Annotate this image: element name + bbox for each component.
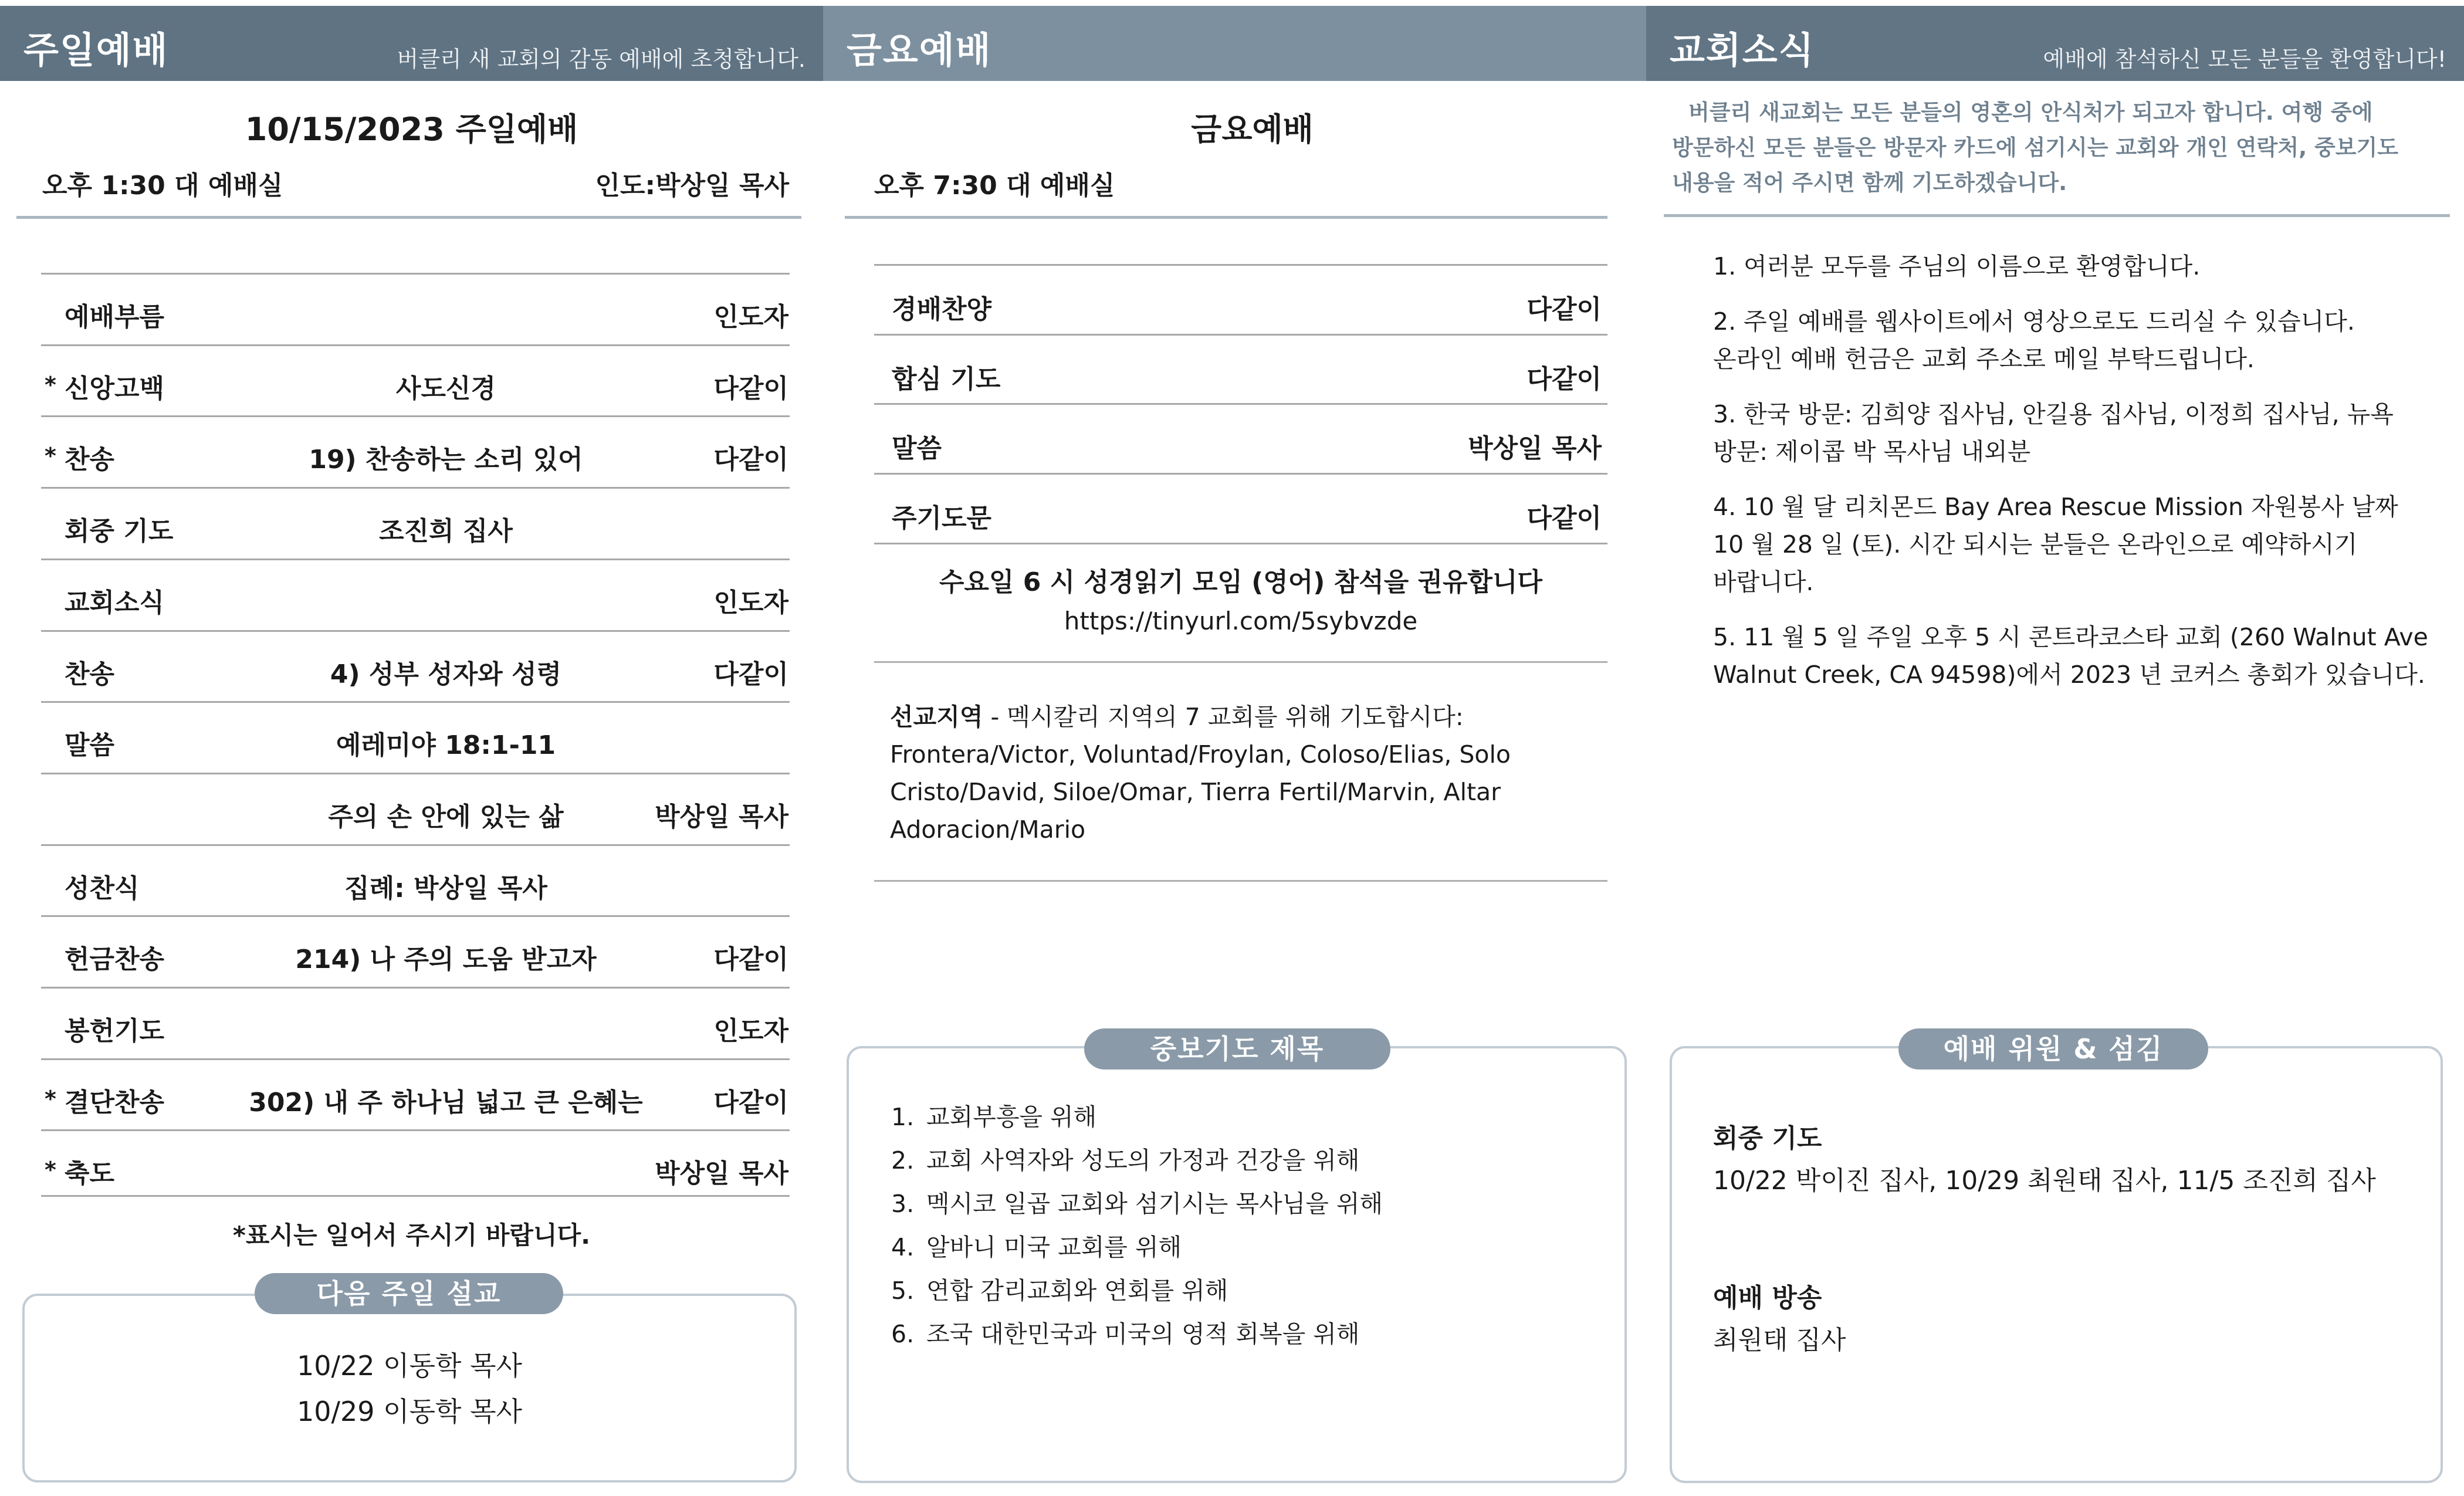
- order-item-name: 회중 기도: [65, 516, 174, 547]
- order-item-leader: 다같이: [713, 659, 788, 689]
- prayer-topic-text: 알바니 미국 교회를 위해: [926, 1233, 1182, 1261]
- order-item-name: 찬송: [65, 445, 115, 475]
- order-item-name: 교회소식: [65, 587, 165, 618]
- order-item-leader: 인도자: [713, 587, 788, 618]
- news-header: [1646, 6, 2464, 81]
- order-item-detail: 4) 성부 성자와 성령: [330, 659, 562, 689]
- prayer-topic-number: 3.: [891, 1190, 915, 1218]
- order-item-name: 말씀: [65, 730, 115, 761]
- worship-staff-box: [1670, 1046, 2443, 1483]
- order-star-mark: *: [45, 1085, 56, 1112]
- prayer-topic-text: 교회 사역자와 성도의 가정과 건강을 위해: [926, 1146, 1360, 1175]
- prayer-topic-text: 멕시코 일곱 교회와 섬기시는 목사님을 위해: [926, 1190, 1383, 1218]
- order-item-name: 신앙고백: [65, 373, 165, 404]
- order-item-leader: 다같이: [713, 1087, 788, 1118]
- congregation-prayer-value: 10/22 박이진 집사, 10/29 최원태 집사, 11/5 조진희 집사: [1713, 1166, 2376, 1196]
- prayer-topic-number: 4.: [891, 1233, 915, 1261]
- order-item-name: 합심 기도: [892, 364, 1001, 394]
- order-star-mark: *: [45, 371, 56, 398]
- sunday-leader: 인도:박상일 목사: [595, 171, 789, 201]
- broadcast-label: 예배 방송: [1713, 1283, 1822, 1313]
- prayer-topics-list: [891, 1095, 1383, 1356]
- order-star-mark: *: [45, 1157, 56, 1183]
- friday-order-row: [874, 334, 1607, 405]
- order-item-detail: 집례: 박상일 목사: [344, 873, 547, 903]
- order-item-detail: 302) 내 주 하나님 넓고 큰 은혜는: [249, 1087, 643, 1118]
- order-item-detail: 예레미야 18:1-11: [336, 730, 556, 761]
- order-item-name: 경배찬양: [892, 295, 992, 324]
- news-item-3: 3. 한국 방문: 김희양 집사님, 안길용 집사님, 이정희 집사님, 뉴욕 방문: 제이콥 박 목사님 내외분: [1713, 400, 2394, 466]
- order-item-name: 축도: [65, 1159, 115, 1189]
- friday-time-location: 오후 7:30 대 예배실: [874, 171, 1115, 201]
- order-item-leader: 다같이: [1527, 295, 1602, 324]
- friday-order-bottom-rule: [874, 543, 1607, 544]
- friday-header-title: 금요예배: [847, 29, 992, 72]
- order-item-detail: 19) 찬송하는 소리 있어: [309, 445, 583, 475]
- prayer-topic-number: 1.: [891, 1103, 915, 1131]
- welcome-intro: [1672, 95, 2446, 201]
- news-item-5: 5. 11 월 5 일 주일 오후 5 시 콘트라코스타 교회 (260 Walnut Ave Walnut Creek, CA 94598)에서 2023 년 코커스 총회가 있습니다.: [1713, 623, 2428, 689]
- order-item-leader: 박상일 목사: [655, 801, 788, 832]
- order-item-leader: 다같이: [713, 373, 788, 404]
- order-item-name: 봉헌기도: [65, 1016, 165, 1046]
- order-item-detail: 사도신경: [395, 373, 496, 404]
- friday-mission-divider: [874, 661, 1607, 663]
- order-item-name: 결단찬송: [65, 1087, 165, 1118]
- order-item-leader: 인도자: [713, 302, 788, 332]
- prayer-topic-text: 연합 감리교회와 연회를 위해: [926, 1277, 1228, 1305]
- order-item-name: 헌금찬송: [65, 945, 165, 975]
- news-item-2: 2. 주일 예배를 웹사이트에서 영상으로도 드리실 수 있습니다. 온라인 예배 헌금은 교회 주소로 메일 부탁드립니다.: [1713, 307, 2355, 373]
- friday-mission-bottom-rule: [874, 880, 1607, 882]
- order-item-leader: 다같이: [1527, 503, 1602, 534]
- order-item-name: 말씀: [892, 434, 942, 464]
- order-item-detail: 214) 나 주의 도움 받고자: [295, 945, 597, 975]
- prayer-topic-item: [891, 1312, 1383, 1356]
- news-item-1: 1. 여러분 모두를 주님의 이름으로 환영합니다.: [1713, 252, 2201, 280]
- friday-header-divider: [845, 216, 1607, 219]
- sunday-time-location: 오후 1:30 대 예배실: [42, 171, 283, 201]
- standing-note: *표시는 일어서 주시기 바랍니다.: [232, 1221, 591, 1250]
- order-item-detail: 조진희 집사: [379, 516, 513, 547]
- order-item-name: 예배부름: [65, 302, 165, 332]
- welcome-intro-line: 내용을 적어 주시면 함께 기도하겠습니다.: [1672, 170, 2067, 195]
- friday-order-row: [874, 264, 1607, 336]
- news-items: [1713, 248, 2452, 711]
- next-sermon-title: 다음 주일 설교: [255, 1273, 563, 1314]
- prayer-topic-item: [891, 1269, 1383, 1312]
- friday-header: [823, 6, 1646, 81]
- bible-reading-link[interactable]: https://tinyurl.com/5sybvzde: [1064, 607, 1418, 635]
- sunday-header-title: 주일예배: [23, 29, 169, 72]
- prayer-topic-number: 2.: [891, 1146, 915, 1175]
- order-item-leader: 다같이: [713, 445, 788, 475]
- bible-reading-notice: 수요일 6 시 성경읽기 모임 (영어) 참석을 권유합니다: [939, 567, 1543, 597]
- prayer-topic-item: [891, 1182, 1383, 1226]
- prayer-topics-title: 중보기도 제목: [1084, 1028, 1390, 1069]
- mission-label: 선교지역: [890, 703, 983, 731]
- order-item-leader: 박상일 목사: [1468, 434, 1602, 464]
- broadcast-value: 최원태 집사: [1713, 1325, 1846, 1355]
- order-item-name: 주기도문: [892, 503, 992, 534]
- sunday-service-title: 10/15/2023 주일예배: [245, 111, 578, 148]
- order-item-leader: 인도자: [713, 1016, 788, 1046]
- prayer-topic-text: 조국 대한민국과 미국의 영적 회복을 위해: [926, 1320, 1360, 1348]
- news-header-divider: [1664, 214, 2450, 217]
- welcome-intro-line: 방문하신 모든 분들은 방문자 카드에 섬기시는 교회와 개인 연락처, 중보기도: [1672, 135, 2398, 160]
- friday-order-row: [874, 473, 1607, 544]
- mission-region: [890, 698, 1612, 848]
- news-header-title: 교회소식: [1670, 29, 1815, 72]
- order-star-mark: *: [45, 443, 56, 469]
- order-item-leader: 다같이: [713, 945, 788, 975]
- order-item-name: 찬송: [65, 659, 115, 689]
- prayer-topic-item: [891, 1095, 1383, 1139]
- friday-order-row: [874, 403, 1607, 475]
- prayer-topic-item: [891, 1139, 1383, 1182]
- next-sermon-item: 10/22 이동학 목사: [297, 1350, 522, 1382]
- congregation-prayer-label: 회중 기도: [1713, 1123, 1822, 1153]
- mission-churches-line: Adoracion/Mario: [890, 815, 1086, 844]
- prayer-topic-number: 6.: [891, 1320, 915, 1348]
- sunday-header-subtitle: 버클리 새 교회의 감동 예배에 초청합니다.: [397, 46, 805, 72]
- mission-churches-line: Frontera/Victor, Voluntad/Froylan, Coloso/Elias, Solo: [890, 740, 1511, 769]
- news-column: [1646, 6, 2464, 1496]
- mission-churches-line: Cristo/David, Siloe/Omar, Tierra Fertil/Marvin, Altar: [890, 778, 1501, 806]
- worship-staff-title: 예배 위원 & 섬김: [1898, 1028, 2208, 1069]
- news-item-4: 4. 10 월 달 리치몬드 Bay Area Rescue Mission 자원봉사 날짜 10 월 28 일 (토). 시간 되시는 분들은 온라인으로 예약하시기 바랍니다.: [1713, 493, 2398, 596]
- order-item-leader: 박상일 목사: [655, 1159, 788, 1189]
- prayer-topics-box: [847, 1046, 1627, 1483]
- friday-service-title: 금요예배: [1191, 111, 1314, 148]
- news-header-subtitle: 예배에 참석하신 모든 분들을 환영합니다!: [2043, 46, 2446, 72]
- prayer-topic-text: 교회부흥을 위해: [926, 1103, 1097, 1131]
- order-item-name: 성찬식: [65, 873, 140, 903]
- next-sermon-item: 10/29 이동학 목사: [297, 1396, 522, 1427]
- order-item-leader: 다같이: [1527, 364, 1602, 394]
- order-item-detail: 주의 손 안에 있는 삶: [328, 801, 564, 832]
- welcome-intro-line: 버클리 새교회는 모든 분들의 영혼의 안식처가 되고자 합니다. 여행 중에: [1688, 100, 2373, 125]
- prayer-topic-item: [891, 1226, 1383, 1269]
- mission-intro: - 멕시칼리 지역의 7 교회를 위해 기도합시다:: [983, 703, 1464, 731]
- prayer-topic-number: 5.: [891, 1277, 915, 1305]
